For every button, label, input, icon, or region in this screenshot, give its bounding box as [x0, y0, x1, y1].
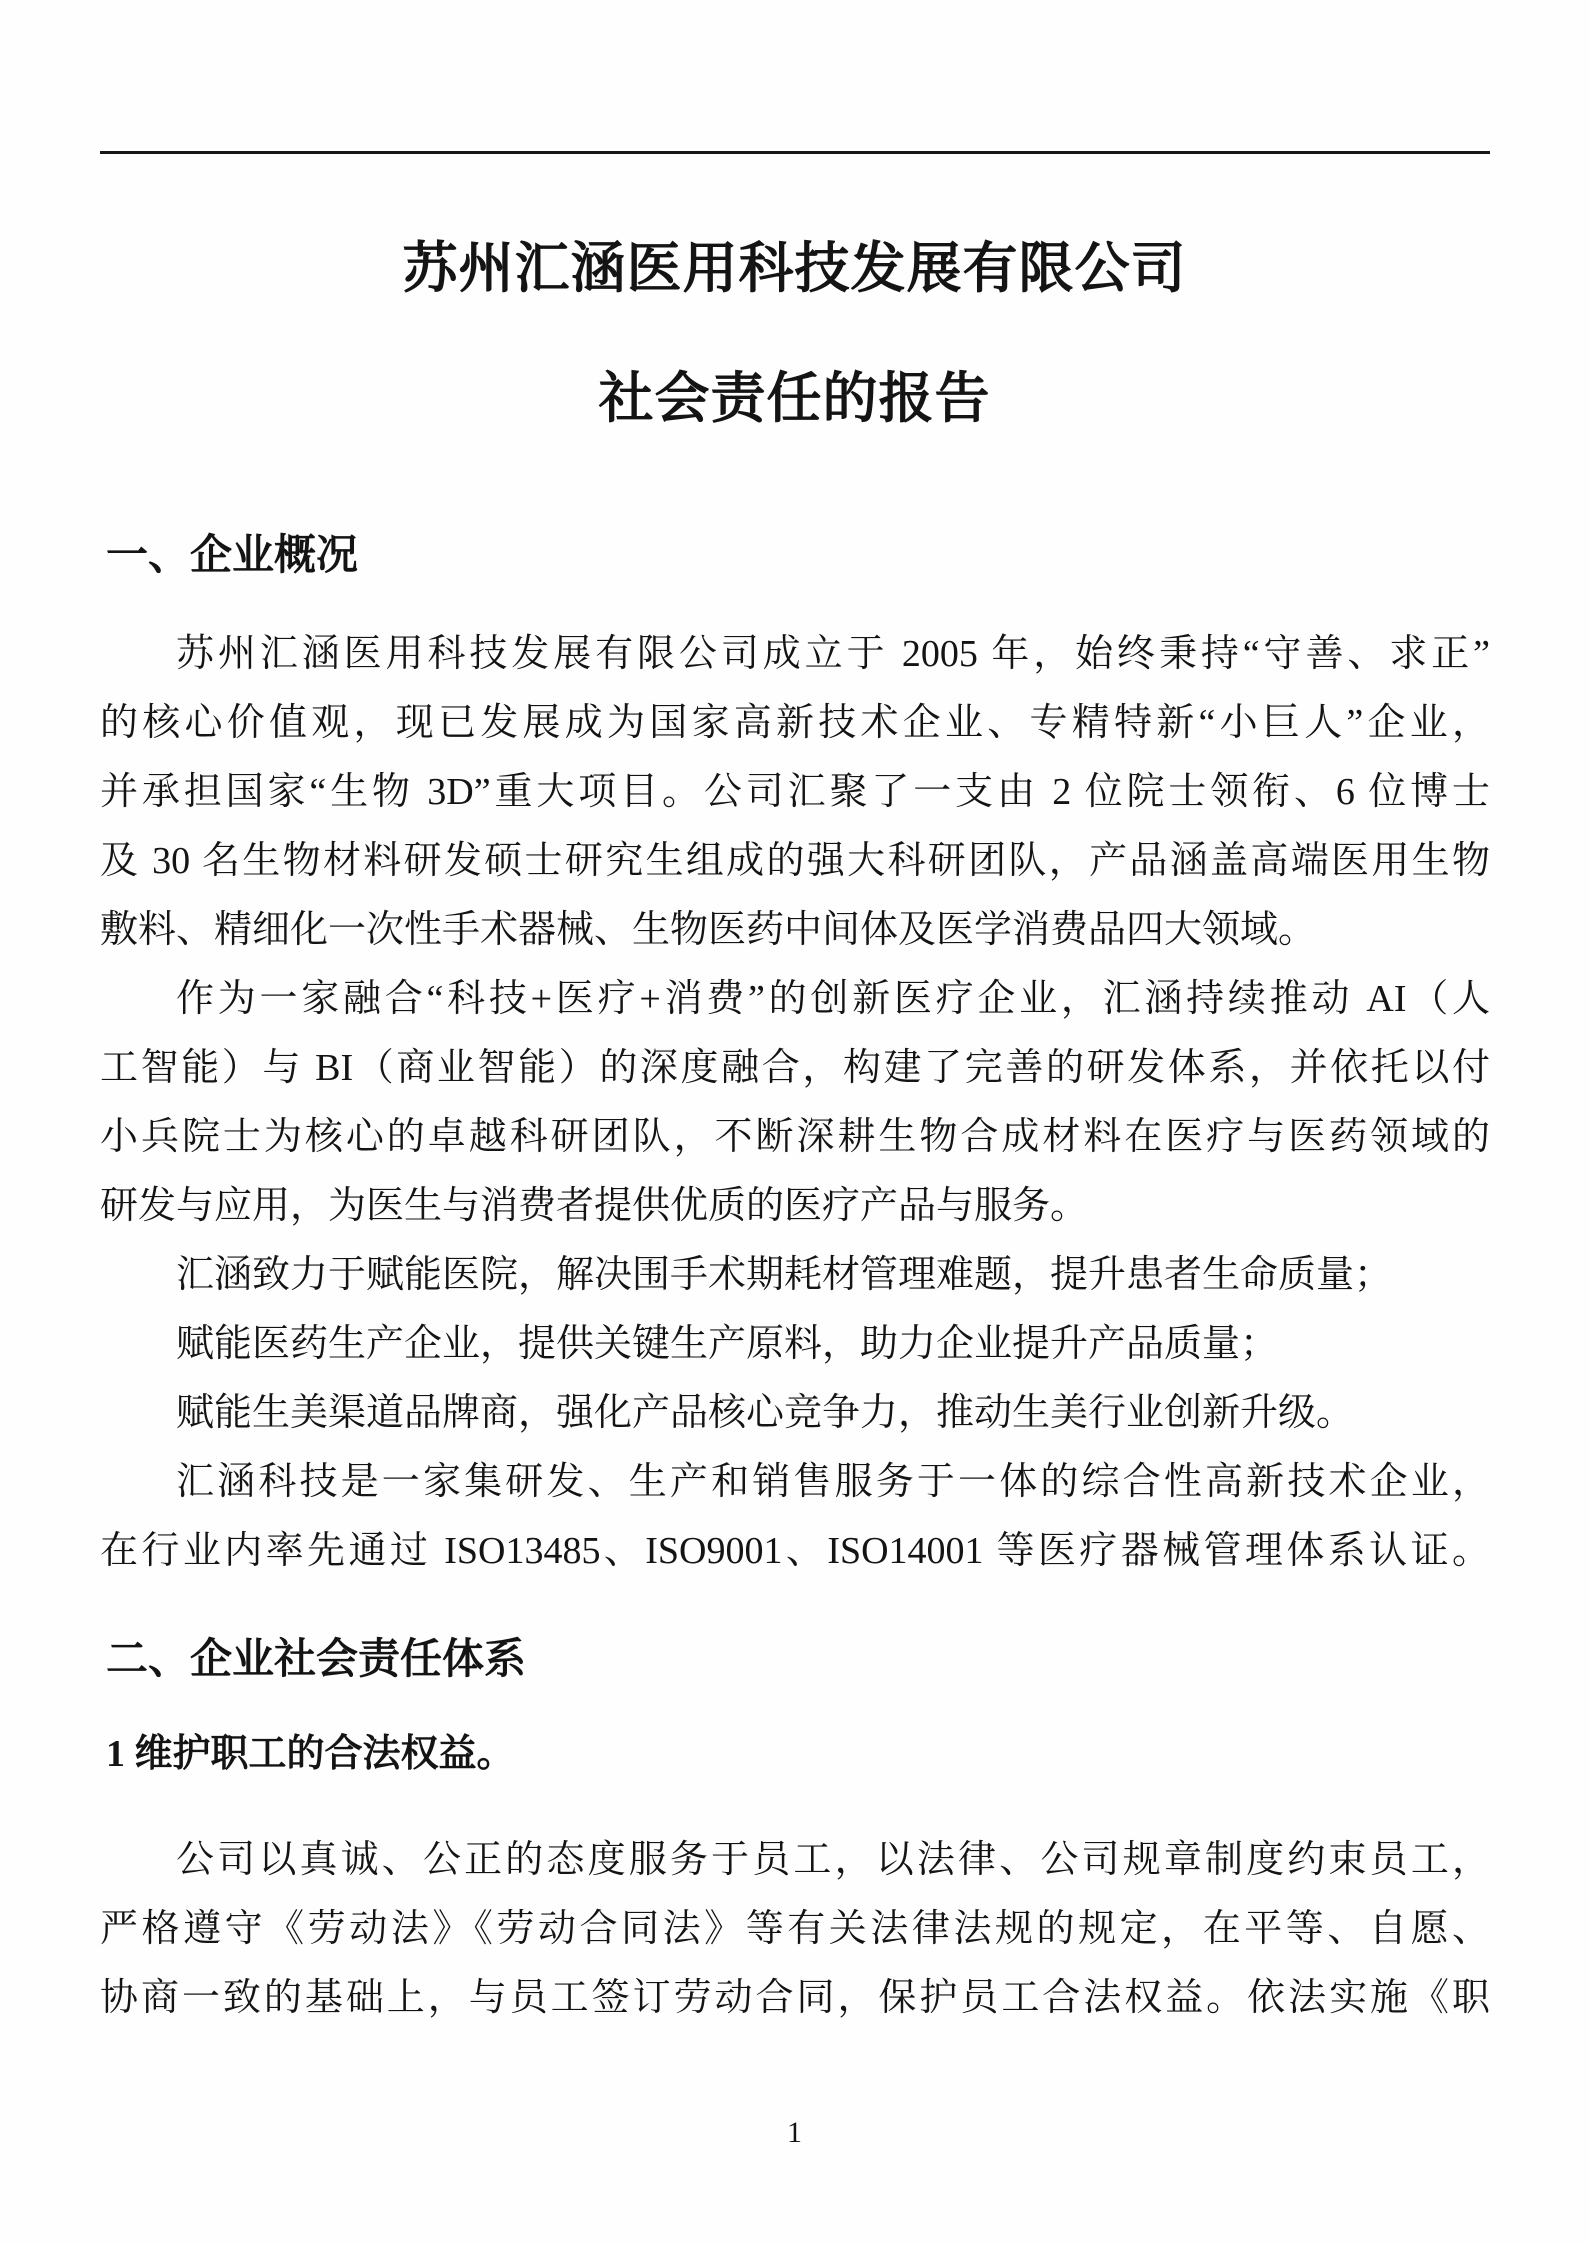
body-line: 汇涵科技是一家集研发、生产和销售服务于一体的综合性高新技术企业， [176, 1461, 1490, 1503]
body-line: 赋能生美渠道品牌商，强化产品核心竞争力，推动生美行业创新升级。 [176, 1392, 1355, 1434]
section-1-heading: 一、企业概况 [106, 533, 359, 579]
body-line: 小兵院士为核心的卓越科研团队，不断深耕生物合成材料在医疗与医药领域的 [100, 1116, 1490, 1158]
body-line: 赋能医药生产企业，提供关键生产原料，助力企业提升产品质量； [176, 1323, 1279, 1365]
body-text-block-1 [100, 620, 1490, 1586]
body-text-block-2 [100, 1826, 1490, 2033]
body-line: 敷料、精细化一次性手术器械、生物医药中间体及医学消费品四大领域。 [100, 909, 1317, 951]
page-number: 1 [787, 2116, 802, 2149]
body-line: 严格遵守《劳动法》《劳动合同法》等有关法律法规的规定，在平等、自愿、 [100, 1908, 1490, 1950]
section-2-subheading-1: 1 维护职工的合法权益。 [106, 1733, 515, 1775]
section-2-heading: 二、企业社会责任体系 [106, 1637, 527, 1683]
body-line: 公司以真诚、公正的态度服务于员工，以法律、公司规章制度约束员工， [176, 1839, 1490, 1881]
document-title: 苏州汇涵医用科技发展有限公司 [402, 238, 1187, 299]
document-subtitle: 社会责任的报告 [598, 368, 991, 429]
body-line: 苏州汇涵医用科技发展有限公司成立于 2005 年，始终秉持“守善、求正” [176, 633, 1490, 675]
body-line: 研发与应用，为医生与消费者提供优质的医疗产品与服务。 [100, 1185, 1089, 1227]
body-line: 的核心价值观，现已发展成为国家高新技术企业、专精特新“小巨人”企业， [100, 702, 1490, 744]
body-line: 并承担国家“生物 3D”重大项目。公司汇聚了一支由 2 位院士领衔、6 位博士 [100, 771, 1490, 813]
header-rule [100, 151, 1490, 154]
body-line: 及 30 名生物材料研发硕士研究生组成的强大科研团队，产品涵盖高端医用生物 [100, 840, 1490, 882]
body-line: 工智能）与 BI（商业智能）的深度融合，构建了完善的研发体系，并依托以付 [100, 1047, 1490, 1089]
body-line: 作为一家融合“科技+医疗+消费”的创新医疗企业，汇涵持续推动 AI（人 [176, 978, 1490, 1020]
body-line: 汇涵致力于赋能医院，解决围手术期耗材管理难题，提升患者生命质量； [176, 1254, 1393, 1296]
body-line: 在行业内率先通过 ISO13485、ISO9001、ISO14001 等医疗器械管理体系认证。 [100, 1530, 1490, 1572]
body-line: 协商一致的基础上，与员工签订劳动合同，保护员工合法权益。依法实施《职 [100, 1977, 1490, 2019]
